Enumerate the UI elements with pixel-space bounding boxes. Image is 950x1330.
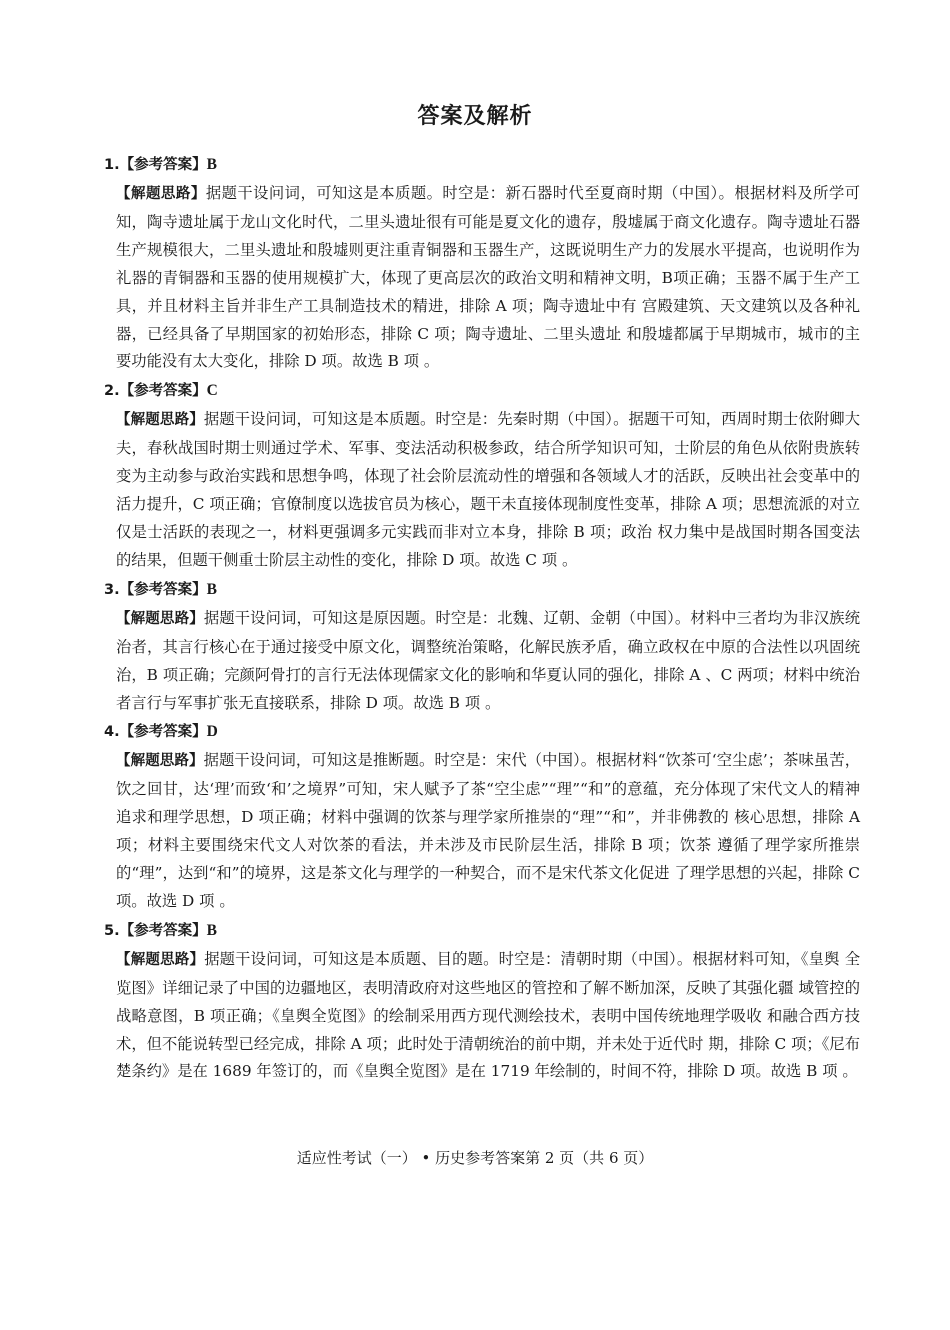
answer-choice: D: [206, 723, 218, 741]
analysis-label: 【解题思路】: [116, 186, 206, 202]
analysis-text: 据题干设问词，可知这是原因题。时空是：北魏、辽朝、金朝（中国）。材料中三者均为非汉族统治者，其言行核心在于通过接受中原文化，调整统治策略，化解民族矛盾，确立政权在中原的合法性以巩固统治，B 项正确；完颜阿骨打的言行无法体现儒家文化的影响和华夏认同的强化，排除 A 、C 两项；材料中统治者言行与军事扩张无直接联系，排除 D 项。故选 B 项 。: [116, 608, 860, 712]
analysis-text: 据题干设问词，可知这是本质题、目的题。时空是：清朝时期（中国）。根据材料可知，《皇舆 全览图》详细记录了中国的边疆地区，表明清政府对这些地区的管控和了解不断加深，反映了其强化疆 域管控的战略意图，B 项正确；《皇舆全览图》的绘制采用西方现代测绘技术，表明中国传统地理学吸收 和融合西方技术，但不能说转型已经完成，排除 A 项；此时处于清朝统治的前中期，并未处于近代时 期，排除 C 项；《尼布楚条约》是在 1689 年签订的，而《皇舆全览图》是在 1719 年绘制的，时间不符，排除 D 项。故选 B 项 。: [116, 949, 860, 1081]
question-number: 3.: [104, 581, 120, 598]
answer-line: [104, 376, 860, 406]
analysis-label: 【解题思路】: [116, 753, 204, 770]
answer-line: [104, 717, 860, 747]
answer-item-3: [104, 575, 860, 718]
analysis-paragraph: [116, 605, 860, 718]
answer-item-4: [104, 717, 860, 915]
page-footer: 适应性考试（一） • 历史参考答案第 2 页（共 6 页）: [296, 1149, 654, 1167]
answer-choice: C: [206, 382, 218, 400]
analysis-paragraph: [116, 946, 860, 1087]
answer-item-1: [104, 150, 860, 376]
analysis-text: 据题干设问词，可知这是本质题。时空是：新石器时代至夏商时期（中国）。根据材料及所学可知，陶寺遗址属于龙山文化时代，二里头遗址很有可能是夏文化的遗存，殷墟属于商文化遗存。陶寺遗址石器生产规模很大，二里头遗址和殷墟则更注重青铜器和玉器生产，这既说明生产力的发展水平提高，也说明作为礼器的青铜器和玉器的使用规模扩大，体现了更高层次的政治文明和精神文明，B项正确；玉器不属于生产工具，并且材料主旨并非生产工具制造技术的精进，排除 A 项；陶寺遗址中有 宫殿建筑、天文建筑以及各种礼器，已经具备了早期国家的初始形态，排除 C 项；陶寺遗址、二里头遗址 和殷墟都属于早期城市，城市的主要功能没有太大变化，排除 D 项。故选 B 项 。: [116, 184, 861, 371]
question-number: 1.: [104, 157, 120, 173]
answer-list: [104, 150, 860, 1086]
analysis-paragraph: [116, 180, 860, 376]
answer-item-5: [104, 916, 860, 1087]
answer-label: 【参考答案】: [119, 157, 207, 173]
answer-choice: B: [206, 156, 217, 173]
analysis-label: 【解题思路】: [116, 610, 204, 627]
question-number: 2.: [104, 383, 120, 400]
analysis-paragraph: [116, 406, 860, 574]
page-title: 答案及解析: [417, 104, 533, 129]
answer-label: 【参考答案】: [119, 922, 207, 939]
analysis-text: 据题干设问词，可知这是本质题。时空是：先秦时期（中国）。据题干可知，西周时期士依附卿大夫，春秋战国时期士则通过学术、军事、变法活动积极参政，结合所学知识可知，士阶层的角色从依附贵族转变为主动参与政治实践和思想争鸣，体现了社会阶层流动性的增强和各领域人才的活跃，反映出社会变革中的活力提升，C 项正确；官僚制度以选拔官员为核心，题干未直接体现制度性变革，排除 A 项；思想流派的对立仅是士活跃的表现之一，材料更强调多元实践而非对立本身，排除 B 项；政治 权力集中是战国时期各国变法的结果，但题干侧重士阶层主动性的变化，排除 D 项。故选 C 项 。: [116, 410, 860, 569]
answer-line: [104, 916, 860, 946]
question-number: 5.: [104, 922, 120, 939]
question-number: 4.: [104, 724, 120, 741]
analysis-label: 【解题思路】: [116, 951, 205, 968]
analysis-label: 【解题思路】: [116, 412, 204, 429]
answer-line: [104, 575, 860, 605]
answer-item-2: [104, 376, 860, 574]
answer-label: 【参考答案】: [119, 383, 207, 400]
answer-choice: B: [206, 580, 217, 598]
answer-choice: B: [206, 921, 217, 939]
answer-label: 【参考答案】: [119, 724, 207, 741]
analysis-paragraph: [116, 747, 860, 915]
analysis-text: 据题干设问词，可知这是推断题。时空是：宋代（中国）。根据材料“饮茶可‘空尘虑’；茶味虽苦，饮之回甘，达‘理’而致‘和’之境界”可知，宋人赋予了茶“空尘虑”“理”“和”的意蕴，充分体现了宋代文人的精神追求和理学思想，D 项正确；材料中强调的饮茶与理学家所推崇的“理”“和”，并非佛教的 核心思想，排除 A 项；材料主要围绕宋代文人对饮茶的看法，并未涉及市民阶层生活，排除 B 项；饮茶 遵循了理学家所推崇的“理”，达到“和”的境界，这是茶文化与理学的一种契合，而不是宋代茶文化促进 了理学思想的兴起，排除 C 项。故选 D 项 。: [116, 751, 861, 910]
answer-line: [104, 150, 860, 180]
answer-label: 【参考答案】: [119, 581, 207, 598]
